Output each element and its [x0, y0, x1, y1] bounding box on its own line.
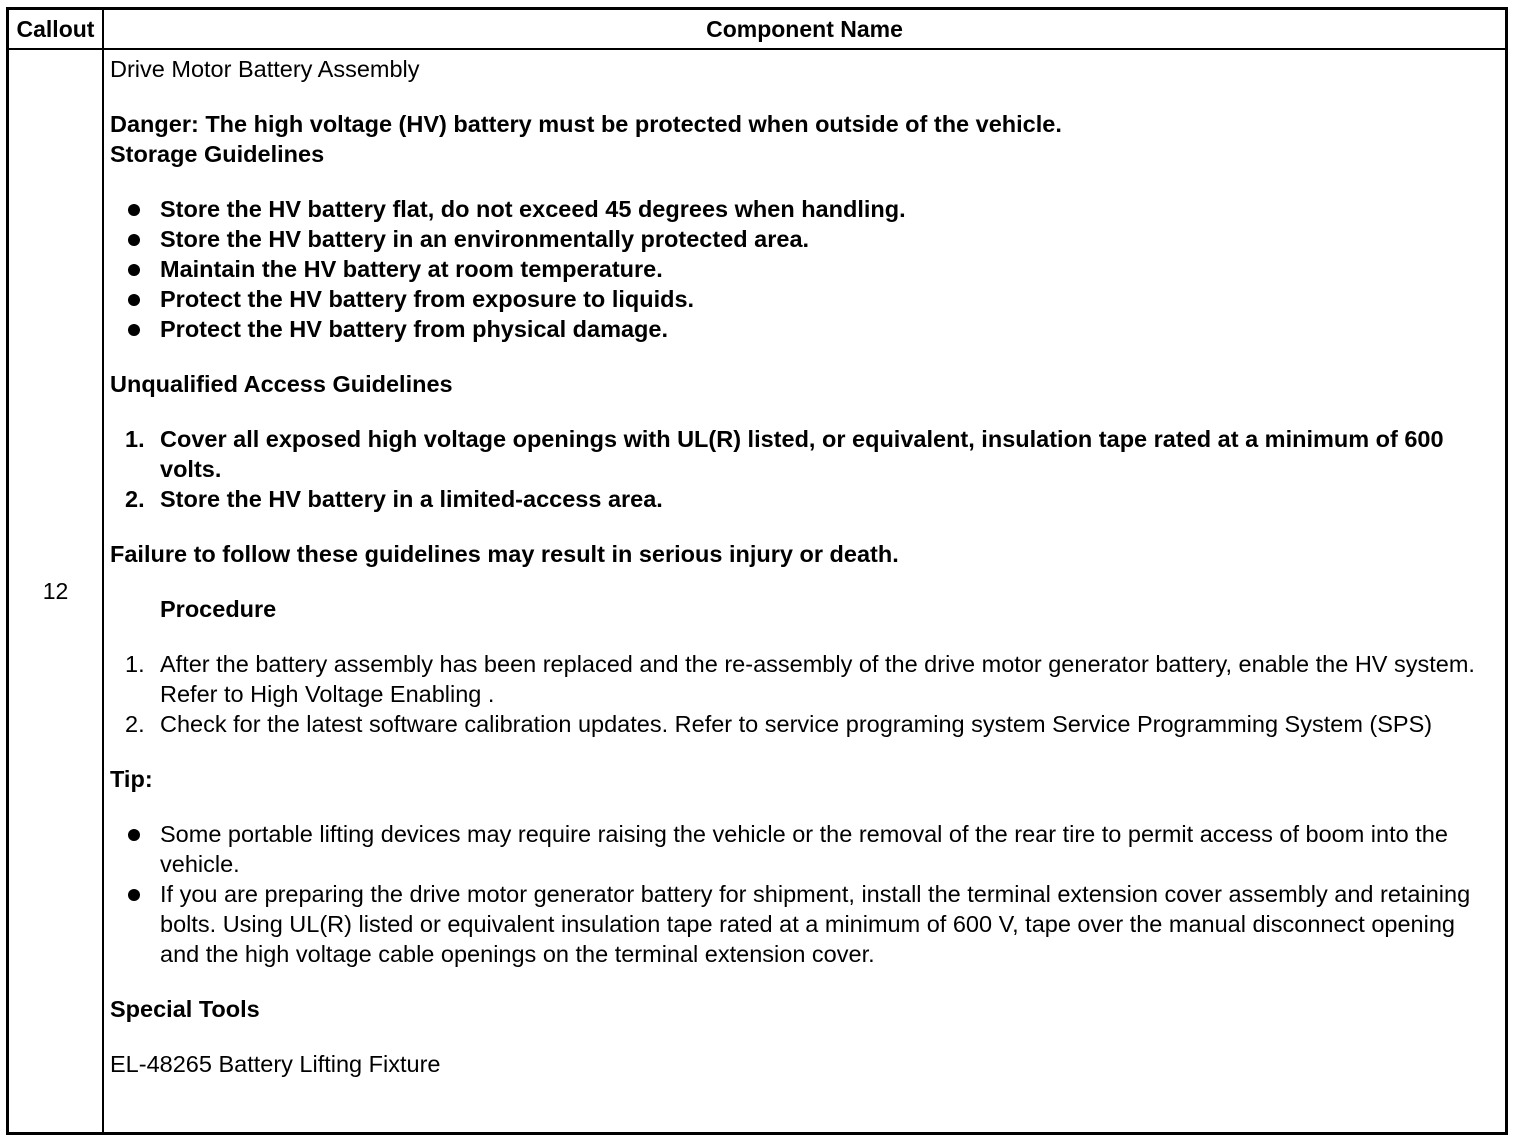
- callout-number: 12: [8, 49, 104, 1134]
- list-text: Store the HV battery in a limited-access area.: [160, 486, 663, 512]
- component-cell: [103, 49, 1507, 1134]
- component-table: [6, 7, 1508, 1135]
- callout-header: Callout: [8, 9, 104, 50]
- component-title: Drive Motor Battery Assembly: [110, 56, 420, 82]
- special-tool: EL-48265 Battery Lifting Fixture: [110, 1051, 441, 1077]
- procedure-heading: Procedure: [160, 596, 277, 622]
- list-item: Protect the HV battery from exposure to liquids.: [110, 284, 1499, 314]
- list-text: After the battery assembly has been replaced and the re-assembly of the drive motor generator battery, enable the HV system. Refer to High Voltage Enabling .: [160, 651, 1475, 707]
- procedure-list: [110, 649, 1499, 739]
- list-number: 2.: [125, 486, 145, 512]
- list-number: 1.: [125, 651, 145, 677]
- list-text: Cover all exposed high voltage openings with UL(R) listed, or equivalent, insulation tape rated at a minimum of 600 volts.: [160, 426, 1444, 482]
- list-item: Some portable lifting devices may require raising the vehicle or the removal of the rear tire to permit access of boom into the vehicle.: [110, 819, 1499, 879]
- danger-text: Danger: The high voltage (HV) battery must be protected when outside of the vehicle.: [110, 111, 1062, 137]
- list-item: [110, 649, 1499, 709]
- unqualified-heading: Unqualified Access Guidelines: [110, 371, 453, 397]
- storage-heading: Storage Guidelines: [110, 141, 325, 167]
- list-item: [110, 484, 1499, 514]
- list-item: If you are preparing the drive motor generator battery for shipment, install the terminal extension cover assembly and retaining bolts. Using UL(R) listed or equivalent insulation tape rated at a minimum of 600 V, tape over the manual disconnect opening and the high voltage cable openings on the terminal extension cover.: [110, 879, 1499, 969]
- unqualified-list: [110, 424, 1499, 514]
- list-item: Store the HV battery in an environmentally protected area.: [110, 224, 1499, 254]
- list-number: 1.: [125, 426, 145, 452]
- list-item: Maintain the HV battery at room temperature.: [110, 254, 1499, 284]
- component-name-header: Component Name: [103, 9, 1507, 50]
- header-row: [8, 9, 1507, 50]
- special-tools-heading: Special Tools: [110, 996, 260, 1022]
- storage-list: [110, 194, 1499, 344]
- failure-warning: Failure to follow these guidelines may result in serious injury or death.: [110, 541, 899, 567]
- tip-list: [110, 819, 1499, 969]
- tip-heading: Tip:: [110, 766, 153, 792]
- list-item: Protect the HV battery from physical damage.: [110, 314, 1499, 344]
- list-item: [110, 424, 1499, 484]
- list-text: Check for the latest software calibration updates. Refer to service programing system Service Programming System (SPS): [160, 711, 1433, 737]
- list-number: 2.: [125, 711, 145, 737]
- table-row: [8, 49, 1507, 1134]
- list-item: Store the HV battery flat, do not exceed 45 degrees when handling.: [110, 194, 1499, 224]
- list-item: [110, 709, 1499, 739]
